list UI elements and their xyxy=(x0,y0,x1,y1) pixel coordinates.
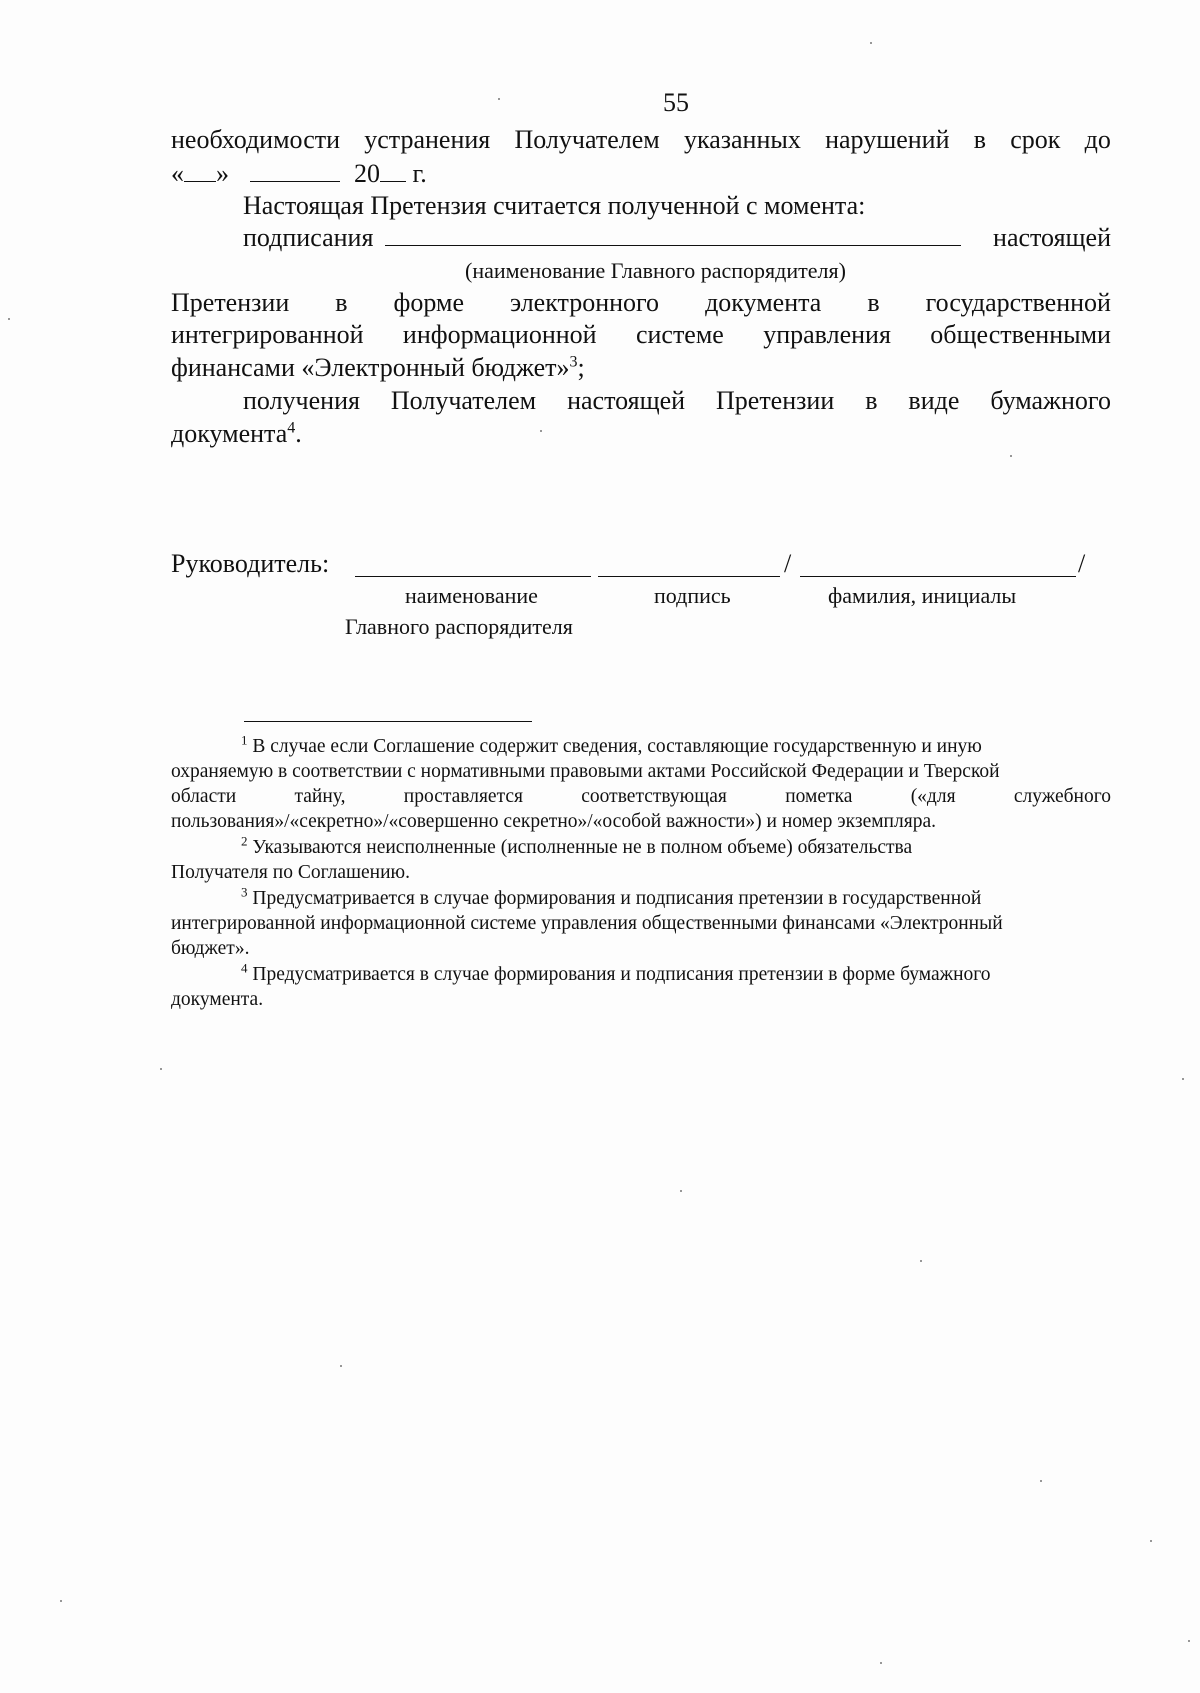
footnote-1-line2: охраняемую в соответствии с нормативными правовыми актами Российской Федерации и Тверской xyxy=(171,761,1000,782)
signature-slash-right: / xyxy=(1078,549,1086,578)
scan-speck xyxy=(880,1662,882,1664)
signature-sign-blank xyxy=(598,552,780,577)
scan-speck xyxy=(920,1260,922,1262)
signature-slash-left: / xyxy=(784,549,792,578)
scan-speck xyxy=(160,1068,162,1070)
caption-org-name: (наименование Главного распорядителя) xyxy=(465,258,846,283)
footnote-3-line2: интегрированной информационной системе управления общественными финансами «Электронный xyxy=(171,913,1003,934)
scan-speck xyxy=(1188,1640,1190,1642)
footnote-ref-3: 3 xyxy=(569,353,578,371)
page-number: 55 xyxy=(663,88,689,117)
signature-line: Руководитель: xyxy=(171,549,330,578)
para1-line1: необходимости устранения Получателем указанных нарушений в срок до xyxy=(171,125,1111,154)
scan-speck xyxy=(680,1190,682,1192)
footnote-3-line1: $^3$ Предусматривается в случае формирования и подписания претензии в государственной xyxy=(241,884,982,909)
footnote-4-line1: $^4$ Предусматривается в случае формирования и подписания претензии в форме бумажного xyxy=(241,960,991,985)
para1-line2-date: « » 20 г. xyxy=(171,159,427,188)
footnote-1-line1: $^1$ В случае если Соглашение содержит сведения, составляющие государственную и иную xyxy=(241,732,982,757)
para2-line5: финансами «Электронный бюджет»$^3$; xyxy=(171,353,585,382)
year-blank xyxy=(380,157,406,182)
caption-fio: фамилия, инициалы xyxy=(828,583,1017,608)
footnote-2-line1: $^2$ Указываются неисполненные (исполненные не в полном объеме) обязательства xyxy=(241,833,913,858)
footnote-1-line3: области тайну, проставляется соответствующая пометка («для служебного xyxy=(171,786,1111,807)
day-blank xyxy=(184,157,216,182)
para3-line2: документа$^4$. xyxy=(171,419,302,448)
scan-speck xyxy=(340,1365,342,1367)
signature-org-blank xyxy=(355,552,591,577)
footnote-3-line3: бюджет». xyxy=(171,938,250,959)
para2-line2-signing: подписания настоящей xyxy=(243,223,1111,252)
para2-line4: интегрированной информационной системе управления общественными xyxy=(171,320,1111,349)
footnote-ref-4: 4 xyxy=(287,419,296,437)
scan-speck xyxy=(8,318,10,320)
month-blank xyxy=(250,157,340,182)
scan-speck xyxy=(1150,1540,1152,1542)
scan-speck xyxy=(60,1600,62,1602)
para2-line3: Претензии в форме электронного документа в государственной xyxy=(171,288,1111,317)
org-name-blank xyxy=(385,221,961,246)
scan-speck xyxy=(540,430,542,432)
caption-signature: подпись xyxy=(654,583,731,608)
scan-speck xyxy=(1182,1078,1184,1080)
caption-org-name-1: наименование xyxy=(405,583,538,608)
caption-org-name-2: Главного распорядителя xyxy=(345,614,573,639)
scan-speck xyxy=(498,98,500,100)
para3-line1: получения Получателем настоящей Претензии в виде бумажного xyxy=(243,386,1111,415)
scan-speck xyxy=(1040,1480,1042,1482)
scan-speck xyxy=(1010,455,1012,457)
footnote-2-line2: Получателя по Соглашению. xyxy=(171,862,410,883)
footnote-1-line4: пользования»/«секретно»/«совершенно секретно»/«особой важности») и номер экземпляра. xyxy=(171,811,936,832)
scan-speck xyxy=(870,42,872,44)
footnote-separator xyxy=(244,721,532,722)
signature-fio-blank xyxy=(800,552,1076,577)
footnote-4-line2: документа. xyxy=(171,989,264,1010)
para2-line1: Настоящая Претензия считается полученной с момента: xyxy=(243,191,866,220)
